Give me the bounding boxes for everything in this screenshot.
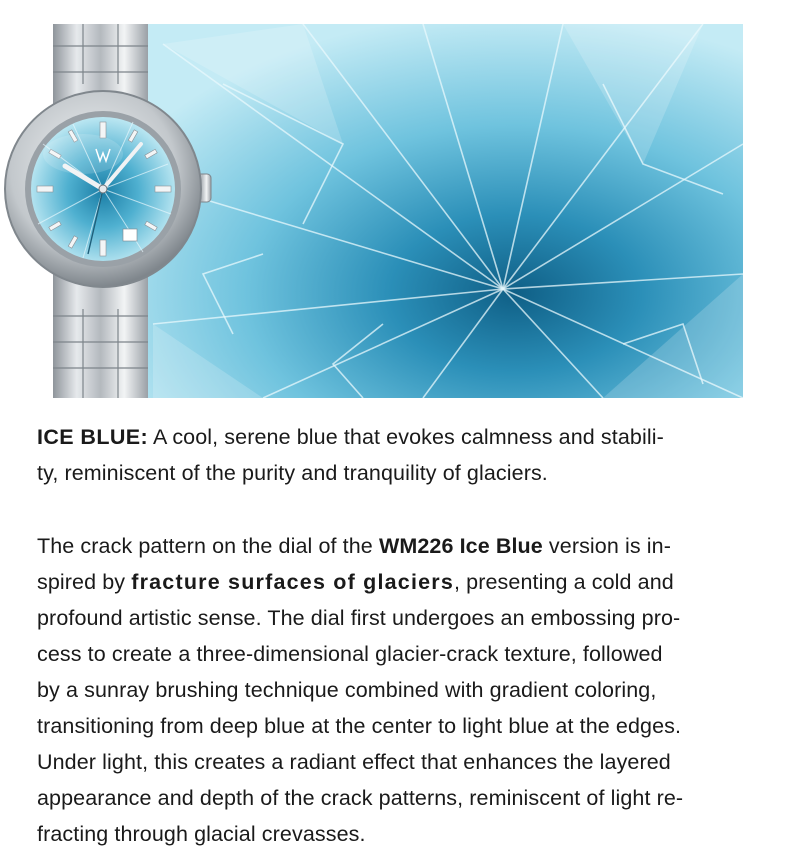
highlight-phrase: fracture surfaces of glaciers <box>131 570 455 594</box>
intro-line2: ty, reminiscent of the purity and tranquility of glaciers. <box>37 461 548 485</box>
body-line-7: Under light, this creates a radiant effect that enhances the layered <box>37 750 671 774</box>
crystal-reflection <box>43 134 123 174</box>
body-line-1: The crack pattern on the dial of the WM226 Ice Blue version is in- <box>37 534 671 558</box>
body-line-9: fracting through glacial crevasses. <box>37 822 366 846</box>
model-name: WM226 Ice Blue <box>378 534 543 558</box>
hero-image <box>3 24 743 398</box>
body-line-5: by a sunray brushing technique combined with gradient coloring, <box>37 678 657 702</box>
body-line-2: spired by fracture surfaces of glaciers, presenting a cold and <box>37 570 674 594</box>
body-line-3: profound artistic sense. The dial first undergoes an embossing pro- <box>37 606 681 630</box>
hands-pinion <box>99 185 107 193</box>
body-line-6: transitioning from deep blue at the center to light blue at the edges. <box>37 714 682 738</box>
body-line-8: appearance and depth of the crack patterns, reminiscent of light re- <box>37 786 684 810</box>
watch-illustration <box>3 24 743 398</box>
intro-lead: ICE BLUE: <box>37 425 149 449</box>
intro-paragraph <box>37 419 745 491</box>
intro-line1: A cool, serene blue that evokes calmness and stabili- <box>148 425 664 449</box>
body-line-4: cess to create a three-dimensional glacier-crack texture, followed <box>37 642 663 666</box>
date-window <box>123 229 137 241</box>
body-paragraph <box>37 528 745 852</box>
